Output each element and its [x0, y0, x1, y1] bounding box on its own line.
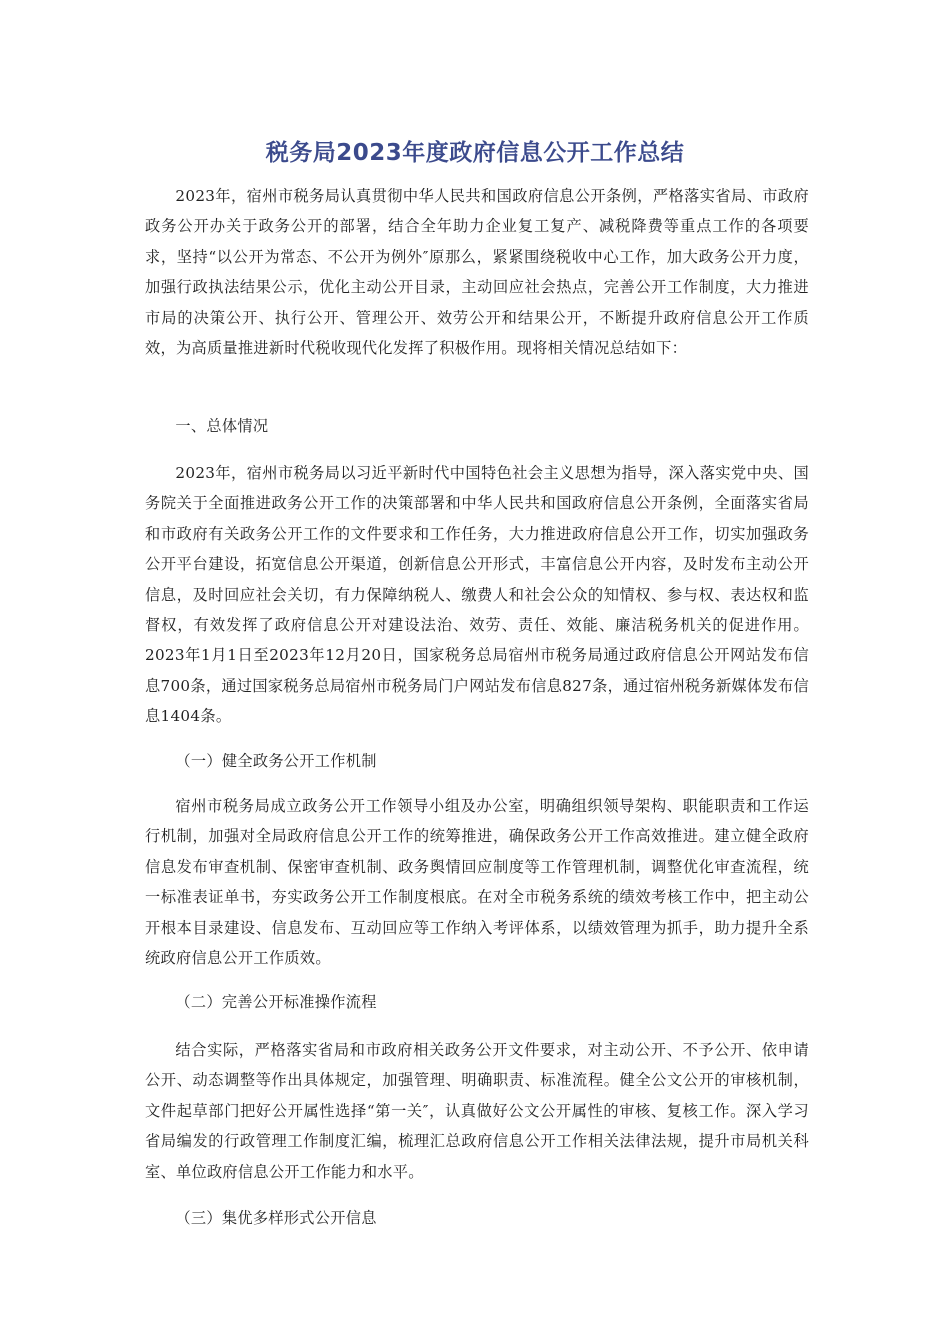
subsection-2-paragraph	[145, 1035, 809, 1187]
subsection-2-text: 结合实际，严格落实省局和市政府相关政务公开文件要求，对主动公开、不予公开、依申请公开、动态调整等作出具体规定，加强管理、明确职责、标准流程。健全公文公开的审核机制，文件起草部门把好公开属性选择“第一关″，认真做好公文公开属性的审核、复核工作。深入学习省局编发的行政管理工作制度汇编，梳理汇总政府信息公开工作相关法律法规，提升市局机关科室、单位政府信息公开工作能力和水平。	[145, 1041, 809, 1181]
overview-paragraph	[145, 458, 809, 732]
subsection-1-text: 宿州市税务局成立政务公开工作领导小组及办公室，明确组织领导架构、职能职责和工作运行机制，加强对全局政府信息公开工作的统筹推进，确保政务公开工作高效推进。建立健全政府信息发布审查机制、保密审查机制、政务舆情回应制度等工作管理机制，调整优化审查流程，统一标准表证单书，夯实政务公开工作制度根底。在对全市税务系统的绩效考核工作中，把主动公开根本目录建设、信息发布、互动回应等工作纳入考评体系，以绩效管理为抓手，助力提升全系统政府信息公开工作质效。	[145, 797, 809, 968]
intro-text: 2023年，宿州市税务局认真贯彻中华人民共和国政府信息公开条例，严格落实省局、市政府政务公开办关于政务公开的部署，结合全年助力企业复工复产、减税降费等重点工作的各项要求，坚持“以公开为常态、不公开为例外″原那么，紧紧围绕税收中心工作，加大政务公开力度，加强行政执法结果公示，优化主动公开目录，主动回应社会热点，完善公开工作制度，大力推进市局的决策公开、执行公开、管理公开、效劳公开和结果公开，不断提升政府信息公开工作质效，为高质量推进新时代税收现代化发挥了积极作用。现将相关情况总结如下：	[145, 187, 809, 358]
intro-paragraph	[145, 181, 809, 363]
subsection-heading-3	[145, 1203, 809, 1233]
section-heading-overview	[145, 411, 809, 441]
subsection-heading-2	[145, 987, 809, 1017]
subsection-heading-1	[145, 746, 809, 776]
subsection-heading-text: （一）健全政务公开工作机制	[175, 752, 377, 770]
subsection-1-paragraph	[145, 791, 809, 973]
subsection-heading-text: （二）完善公开标准操作流程	[175, 993, 377, 1011]
document-title: 税务局2023年度政府信息公开工作总结	[265, 140, 685, 166]
subsection-heading-text: （三）集优多样形式公开信息	[175, 1209, 377, 1227]
overview-text: 2023年，宿州市税务局以习近平新时代中国特色社会主义思想为指导，深入落实党中央、国务院关于全面推进政务公开工作的决策部署和中华人民共和国政府信息公开条例，全面落实省局和市政府有关政务公开工作的文件要求和工作任务，大力推进政府信息公开工作，切实加强政务公开平台建设，拓宽信息公开渠道，创新信息公开形式，丰富信息公开内容，及时发布主动公开信息，及时回应社会关切，有力保障纳税人、缴费人和社会公众的知情权、参与权、表达权和监督权，有效发挥了政府信息公开对建设法治、效劳、责任、效能、廉洁税务机关的促进作用。2023年1月1日至2023年12月20日，国家税务总局宿州市税务局通过政府信息公开网站发布信息700条，通过国家税务总局宿州市税务局门户网站发布信息827条，通过宿州税务新媒体发布信息1404条。	[145, 464, 809, 726]
section-heading-text: 一、总体情况	[175, 417, 269, 435]
